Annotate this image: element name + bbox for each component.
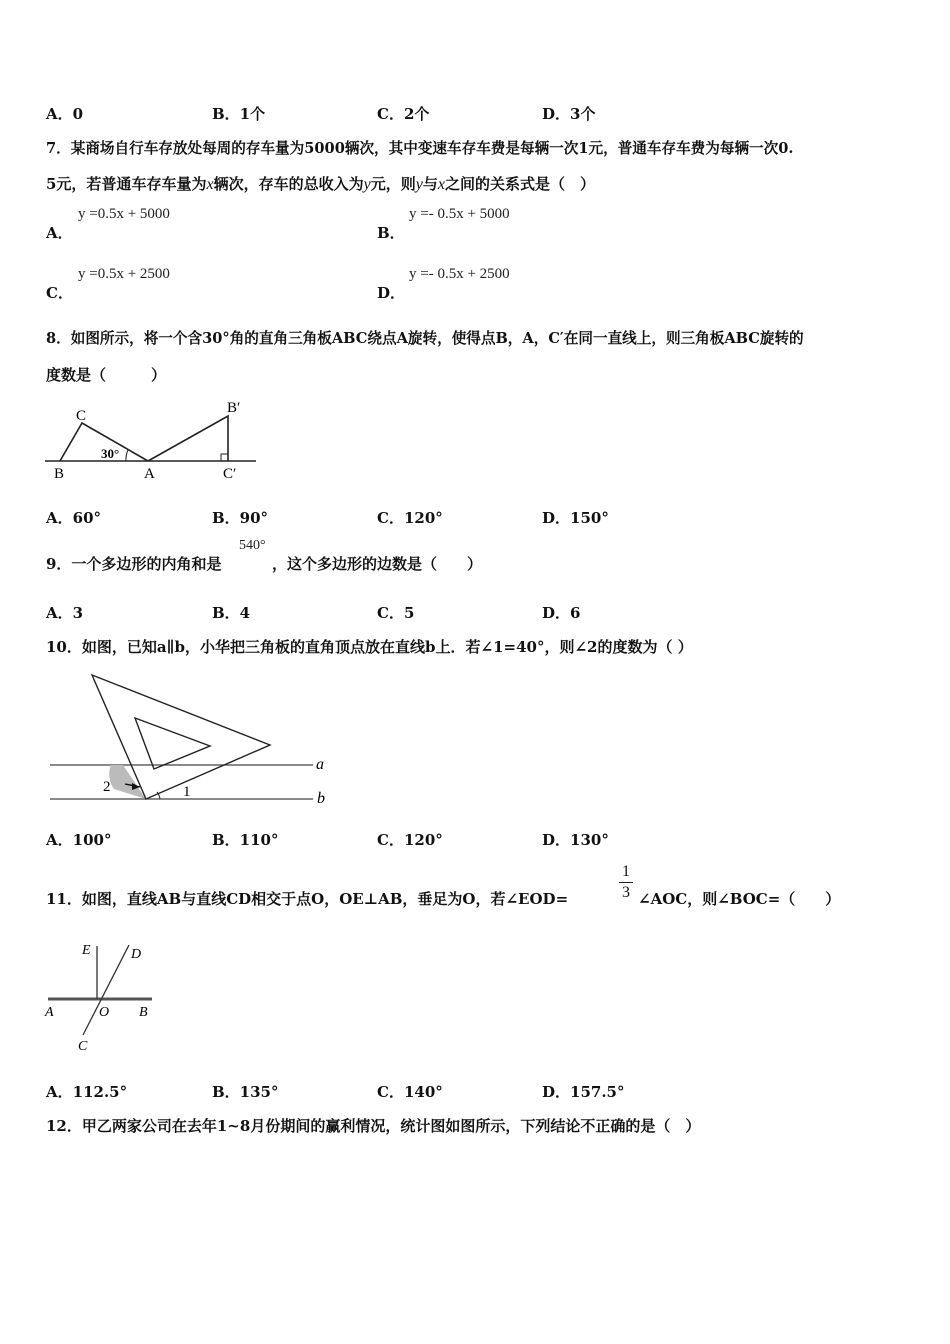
q8-right-angle-mark: [221, 454, 228, 461]
q10-option-b: B．110°: [212, 831, 279, 849]
q9-text-a: 9．一个多边形的内角和是: [46, 555, 222, 573]
q6-option-a: A．0: [46, 105, 84, 123]
q8-label-angle: 30°: [101, 446, 120, 461]
q7-formula-c: y =0.5x + 2500: [78, 266, 170, 282]
q10-label-a: a: [316, 756, 324, 773]
q10-option-c: C．120°: [377, 831, 443, 849]
q11-label-d: D: [131, 947, 142, 962]
q12-text: 12．甲乙两家公司在去年1~8月份期间的赢利情况，统计图如图所示，下列结论不正确的是（ ）: [46, 1117, 701, 1135]
q10-label-2: 2: [103, 779, 111, 795]
q11-label-a: A: [45, 1005, 54, 1020]
q9-text-b: ，这个多边形的边数是（ ）: [272, 555, 483, 573]
q6-option-c: C．2个: [377, 105, 430, 123]
q7-option-b: B．: [377, 224, 405, 242]
q11-label-c: C: [78, 1039, 88, 1054]
q8-option-b: B．90°: [212, 509, 269, 527]
q7-formula-b: y =- 0.5x + 5000: [409, 206, 510, 222]
q8-option-a: A．60°: [46, 509, 102, 527]
q9-option-a: A．3: [46, 604, 84, 622]
q10-label-b: b: [317, 790, 325, 807]
q11-text-b: ∠AOC，则∠BOC=（ ）: [638, 890, 841, 908]
q10-triangle-inner: [135, 718, 210, 769]
q11-fraction-numerator: 1: [622, 863, 630, 880]
q8-text-line1: 8．如图所示，将一个含30°角的直角三角板ABC绕点A旋转，使得点B，A，C′在同一直线上，则三角板ABC旋转的: [46, 330, 804, 347]
q6-option-b: B．1个: [212, 105, 266, 123]
q8-angle-arc: [126, 450, 128, 461]
q6-option-d: D．3个: [542, 105, 596, 123]
q8-label-b-prime: B′: [227, 400, 241, 416]
q10-label-1: 1: [183, 784, 191, 800]
q10-set-square-figure: [45, 668, 335, 808]
q11-line-cd: [83, 945, 129, 1035]
q11-fraction: [619, 862, 633, 903]
q11-fraction-denominator: 3: [619, 882, 633, 903]
q8-label-c: C: [76, 408, 87, 424]
q7-option-d: D．: [377, 284, 406, 302]
q8-label-c-prime: C′: [223, 466, 237, 482]
q8-label-a: A: [144, 466, 155, 482]
q11-option-b: B．135°: [212, 1083, 279, 1101]
q11-label-b: B: [139, 1005, 148, 1020]
q9-option-c: C．5: [377, 604, 415, 622]
q11-label-e: E: [82, 943, 91, 958]
q10-text: 10．如图，已知a∥b，小华把三角板的直角顶点放在直线b上．若∠1=40°，则∠2的度数为（ ）: [46, 638, 693, 656]
q11-text-a: 11．如图，直线AB与直线CD相交于点O，OE⊥AB，垂足为O，若∠EOD=: [46, 890, 569, 908]
q10-option-d: D．130°: [542, 831, 609, 849]
q11-option-d: D．157.5°: [542, 1083, 625, 1101]
q11-option-a: A．112.5°: [46, 1083, 128, 1101]
q7-option-c: C．: [46, 284, 73, 302]
q7-text-line2: 5元，若普通车存车量为x辆次，存车的总收入为y元，则y与x之间的关系式是（ ）: [46, 175, 595, 193]
q7-option-a: A．: [46, 224, 73, 242]
q8-triangle-figure: [40, 392, 265, 488]
q8-option-c: C．120°: [377, 509, 443, 527]
q7-text-line1: 7．某商场自行车存放处每周的存车量为5000辆次，其中变速车存车费是每辆一次1元，普通车存车费为每辆一次0.: [46, 140, 794, 157]
q11-intersecting-lines-figure: [40, 938, 160, 1058]
q8-triangle-ab2c2: [148, 416, 228, 461]
q11-label-o: O: [99, 1005, 110, 1020]
q7-formula-a: y =0.5x + 5000: [78, 206, 170, 222]
q7-formula-d: y =- 0.5x + 2500: [409, 266, 510, 282]
q10-angle2-shade: [109, 765, 146, 799]
q8-option-d: D．150°: [542, 509, 609, 527]
q8-text-line2: 度数是（ ）: [46, 366, 167, 384]
q9-option-d: D．6: [542, 604, 581, 622]
q10-option-a: A．100°: [46, 831, 112, 849]
q11-option-c: C．140°: [377, 1083, 443, 1101]
q8-label-b: B: [54, 466, 65, 482]
q9-value: 540°: [239, 538, 266, 553]
q9-option-b: B．4: [212, 604, 251, 622]
